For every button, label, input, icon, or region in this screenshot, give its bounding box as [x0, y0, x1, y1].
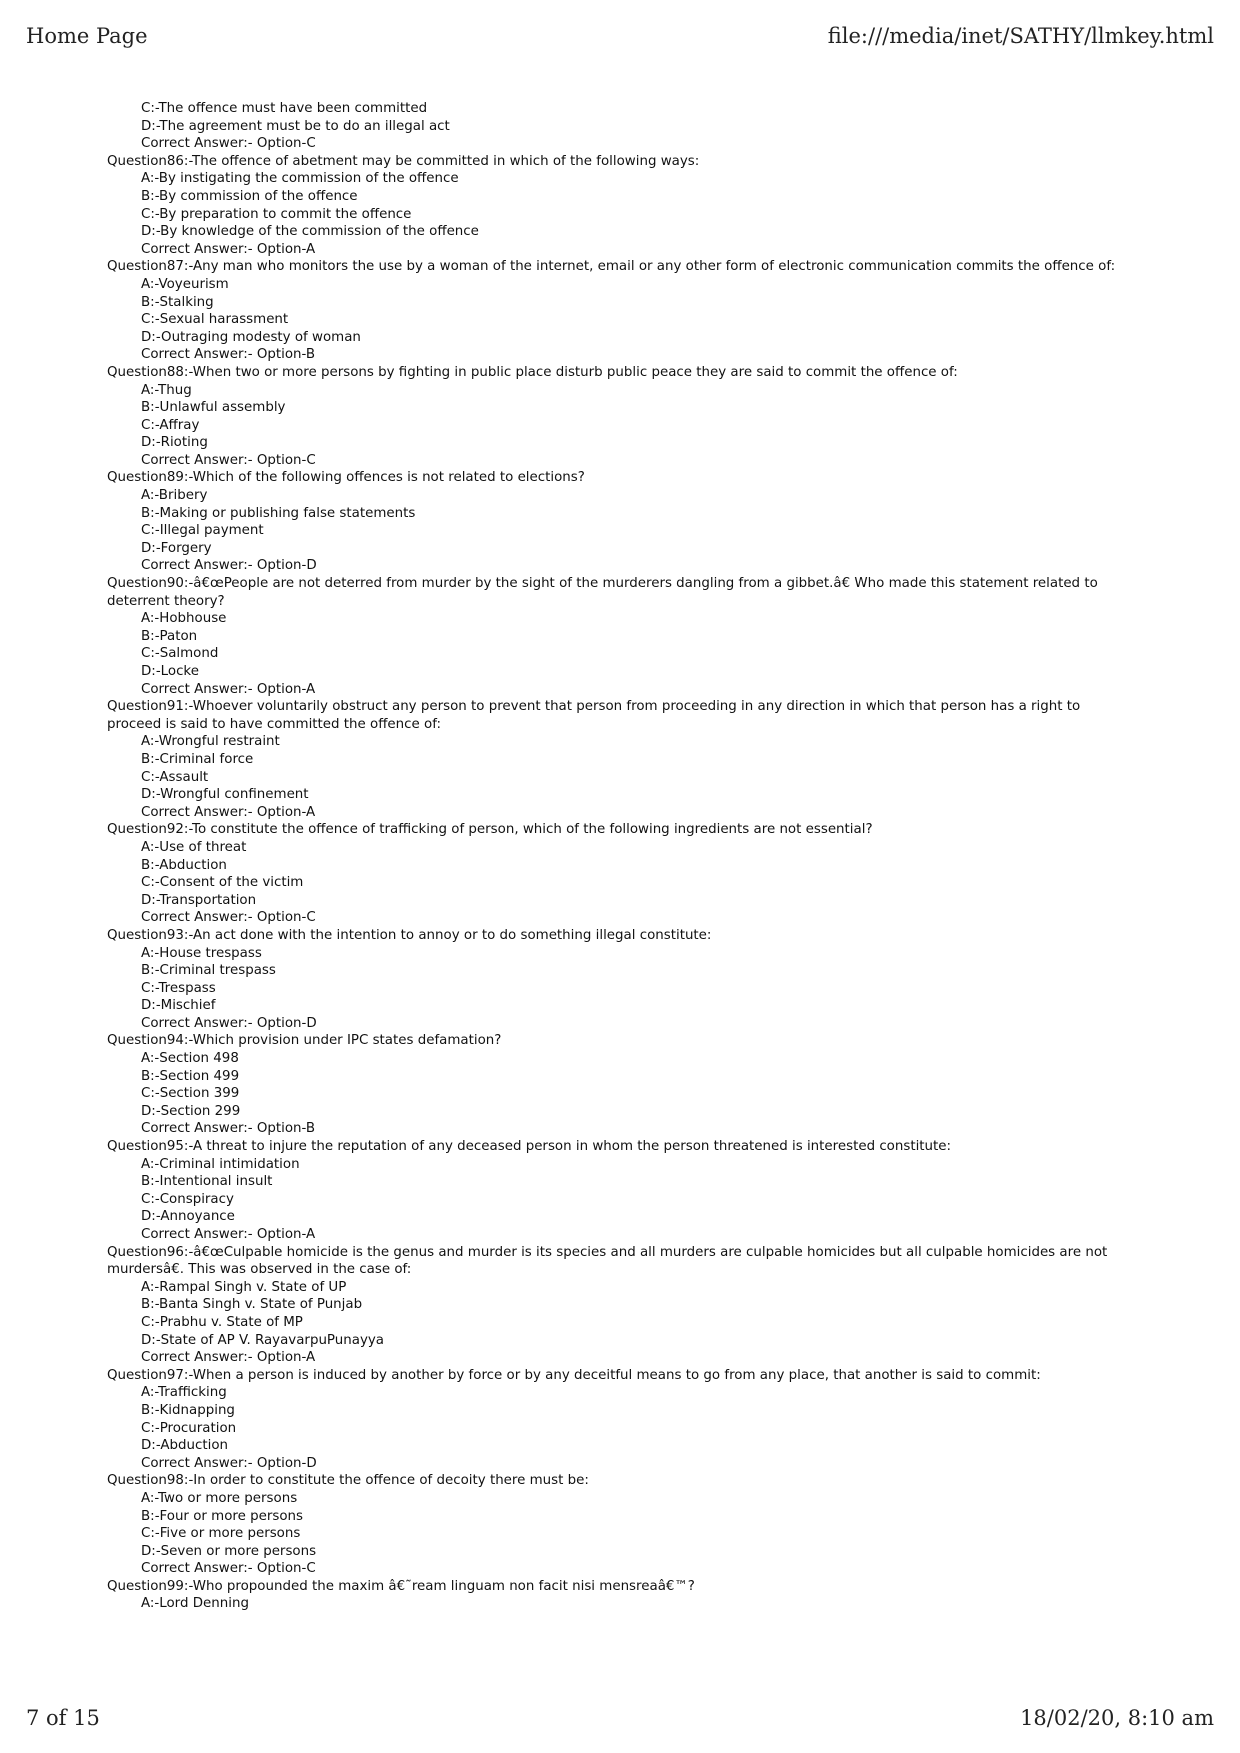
answer-line: D:-Annoyance [141, 1209, 235, 1225]
print-timestamp: 18/02/20, 8:10 am [1020, 1706, 1214, 1730]
print-header-title: Home Page [26, 24, 148, 48]
answer-line: D:-Outraging modesty of woman [141, 329, 361, 345]
answer-line: Correct Answer:- Option-A [141, 241, 316, 257]
answer-line: A:-Hobhouse [141, 611, 227, 627]
answer-line: D:-Seven or more persons [141, 1543, 317, 1559]
answer-line: A:-House trespass [141, 945, 262, 961]
answer-line: Correct Answer:- Option-D [141, 1455, 317, 1471]
answer-line: C:-Five or more persons [141, 1526, 301, 1542]
answer-line: D:-Rioting [141, 435, 208, 451]
answer-line: B:-Unlawful assembly [141, 400, 286, 416]
question-line: Question93:-An act done with the intention to annoy or to do something illegal constitute: [107, 927, 712, 943]
answer-line: A:-Thug [141, 382, 192, 398]
answer-line: A:-Voyeurism [141, 276, 229, 292]
question-line: Question94:-Which provision under IPC states defamation? [107, 1033, 502, 1049]
answer-line: Correct Answer:- Option-B [141, 1121, 316, 1137]
question-line: Question88:-When two or more persons by fighting in public place disturb public peace they are said to commit the offence of: [107, 364, 958, 380]
answer-line: B:-By commission of the offence [141, 188, 358, 204]
answer-line: D:-Section 299 [141, 1103, 241, 1119]
answer-line: Correct Answer:- Option-A [141, 1227, 316, 1242]
question-line: Question87:-Any man who monitors the use by a woman of the internet, email or any other form of electronic communication commits the offence of: [107, 259, 1116, 275]
answer-line: D:-State of AP V. RayavarpuPunayya [141, 1332, 384, 1348]
answer-line: B:-Making or publishing false statements [141, 505, 416, 521]
answer-line: B:-Paton [141, 628, 198, 644]
question-line: Question95:-A threat to injure the reputation of any deceased person in whom the person threatened is interested constitute: [107, 1139, 952, 1155]
answer-line: C:-Consent of the victim [141, 875, 304, 891]
answer-line: Correct Answer:- Option-C [141, 1561, 316, 1577]
answer-line: D:-The agreement must be to do an illegal act [141, 118, 450, 134]
answer-line: Correct Answer:- Option-C [141, 910, 316, 926]
answer-line: C:-Section 399 [141, 1086, 240, 1102]
answer-line: C:-Conspiracy [141, 1191, 234, 1207]
answer-line: C:-Illegal payment [141, 523, 264, 539]
answer-line: Correct Answer:- Option-A [141, 804, 316, 820]
answer-line: Correct Answer:- Option-A [141, 681, 316, 697]
answer-line: B:-Stalking [141, 294, 214, 310]
answer-line: A:-By instigating the commission of the offence [141, 171, 459, 187]
answer-line: A:-Lord Denning [141, 1596, 249, 1612]
question-line: Question98:-In order to constitute the offence of decoity there must be: [107, 1473, 589, 1489]
answer-line: A:-Use of threat [141, 839, 247, 855]
answer-line: D:-Abduction [141, 1438, 229, 1454]
print-header-url: file:///media/inet/SATHY/llmkey.html [827, 24, 1214, 48]
answer-line: D:-By knowledge of the commission of the offence [141, 224, 479, 240]
answer-line: Correct Answer:- Option-D [141, 1015, 317, 1031]
answer-line: Correct Answer:- Option-D [141, 558, 317, 574]
answer-line: Correct Answer:- Option-C [141, 452, 316, 468]
question-line: Question91:-Whoever voluntarily obstruct any person to prevent that person from proceeding in any direction in which that person has a right to proceed is said to have committed the offence of: [107, 699, 1081, 732]
question-line: Question96:-â€œCulpable homicide is the genus and murder is its species and all murders are culpable homicides but all culpable homicides are not murdersâ€. This was observed in the case of: [107, 1244, 1108, 1278]
answer-line: A:-Two or more persons [141, 1490, 298, 1506]
answer-line: C:-Procuration [141, 1420, 237, 1436]
answer-line: Correct Answer:- Option-A [141, 1350, 316, 1366]
answer-line: B:-Section 499 [141, 1068, 240, 1084]
answer-line: D:-Wrongful confinement [141, 787, 309, 803]
answer-line: C:-Sexual harassment [141, 312, 289, 328]
answer-line: Correct Answer:- Option-C [141, 136, 316, 152]
question-line: Question99:-Who propounded the maxim â€˜ream linguam non facit nisi mensreaâ€™? [107, 1578, 695, 1594]
question-line: Question90:-â€œPeople are not deterred from murder by the sight of the murderers dangling from a gibbet.â€ Who made this statement related to deterrent theory? [107, 576, 1098, 609]
answer-line: B:-Criminal force [141, 751, 254, 767]
answer-line: C:-The offence must have been committed [141, 101, 428, 116]
answer-line: C:-Affray [141, 417, 200, 433]
question-list [107, 100, 1127, 1613]
answer-line: Correct Answer:- Option-B [141, 347, 316, 363]
answer-line: A:-Trafficking [141, 1385, 227, 1401]
question-line: Question92:-To constitute the offence of trafficking of person, which of the following ingredients are not essential? [107, 822, 873, 838]
question-line: Question97:-When a person is induced by another by force or by any deceitful means to go from any place, that another is said to commit: [107, 1367, 1041, 1383]
answer-line: A:-Wrongful restraint [141, 734, 280, 750]
answer-line: D:-Mischief [141, 998, 216, 1014]
answer-line: C:-Prabhu v. State of MP [141, 1314, 303, 1330]
page-number: 7 of 15 [26, 1706, 100, 1730]
question-line: Question86:-The offence of abetment may be committed in which of the following ways: [107, 153, 700, 169]
answer-line: B:-Intentional insult [141, 1174, 273, 1190]
answer-line: D:-Locke [141, 664, 199, 679]
question-line: Question89:-Which of the following offences is not related to elections? [107, 470, 585, 486]
answer-line: C:-Trespass [141, 980, 216, 996]
answer-line: A:-Section 498 [141, 1051, 239, 1067]
answer-line: A:-Rampal Singh v. State of UP [141, 1279, 347, 1295]
answer-line: A:-Bribery [141, 488, 208, 504]
answer-line: C:-Salmond [141, 646, 219, 662]
answer-line: B:-Abduction [141, 857, 227, 873]
answer-line: B:-Criminal trespass [141, 963, 276, 979]
answer-line: A:-Criminal intimidation [141, 1156, 300, 1172]
answer-line: B:-Four or more persons [141, 1508, 303, 1524]
answer-line: D:-Forgery [141, 540, 212, 556]
answer-line: B:-Banta Singh v. State of Punjab [141, 1297, 363, 1313]
answer-line: C:-Assault [141, 769, 209, 785]
answer-line: C:-By preparation to commit the offence [141, 206, 412, 222]
answer-line: D:-Transportation [141, 892, 257, 908]
answer-line: B:-Kidnapping [141, 1402, 235, 1418]
